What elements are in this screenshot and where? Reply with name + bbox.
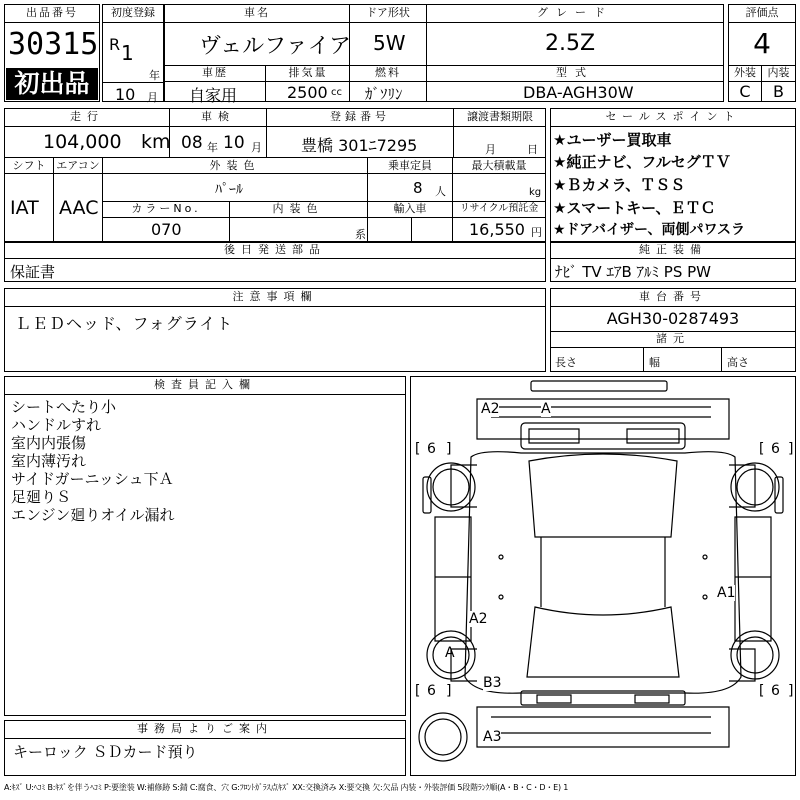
vehicle-box bbox=[164, 4, 724, 105]
tire-tread-rear-right: 6 bbox=[771, 683, 780, 699]
details-box bbox=[4, 108, 546, 242]
registration-year-unit: 年 bbox=[149, 69, 160, 82]
inspector-line-2: ハンドルすれ bbox=[11, 416, 102, 434]
damage-label-a2-left: A2 bbox=[469, 611, 488, 627]
rating-score: 4 bbox=[753, 27, 771, 60]
office-box bbox=[4, 720, 406, 776]
inspection-month: 10 bbox=[223, 133, 245, 153]
sales-point-4: ★スマートキー、ＥＴＣ bbox=[553, 199, 716, 217]
tire-tread-front-right: 6 bbox=[771, 441, 780, 457]
int-rating: B bbox=[773, 82, 784, 101]
fuel-header: 燃料 bbox=[375, 66, 401, 79]
color-no-header: カラーNo. bbox=[131, 202, 201, 215]
load-unit: kg bbox=[529, 187, 542, 198]
inspector-header: 検査員記入欄 bbox=[154, 378, 256, 391]
exterior-color-header: 外装色 bbox=[209, 159, 261, 172]
recycle-value: 16,550 bbox=[469, 220, 525, 239]
lot-header: 出品番号 bbox=[26, 6, 78, 19]
later-parts-box bbox=[4, 242, 546, 282]
inspector-line-6: 足廻りＳ bbox=[11, 488, 72, 506]
tire-tread-front-left: 6 bbox=[427, 441, 436, 457]
damage-label-a-wheel: A bbox=[445, 645, 455, 661]
damage-label-b3: B3 bbox=[483, 675, 502, 691]
later-parts-header: 後日発送部品 bbox=[224, 243, 326, 256]
damage-label-a2-front: A2 bbox=[481, 401, 500, 417]
sales-point-3: ★Ｂカメラ、ＴＳＳ bbox=[553, 176, 686, 194]
chassis-value: AGH30-0287493 bbox=[606, 309, 740, 328]
recycle-unit: 円 bbox=[531, 226, 542, 239]
transfer-day-unit: 日 bbox=[527, 143, 538, 156]
inspector-line-7: エンジン廻りオイル漏れ bbox=[11, 506, 175, 524]
inspection-year-unit: 年 bbox=[207, 141, 218, 154]
car-name: ヴェルファイア bbox=[199, 34, 352, 59]
model: DBA-AGH30W bbox=[523, 83, 634, 102]
damage-label-a1-right: A1 bbox=[717, 585, 736, 601]
history: 自家用 bbox=[189, 86, 238, 105]
inspection-year: 08 bbox=[181, 133, 203, 153]
sales-point-2: ★純正ナビ、フルセグＴＶ bbox=[553, 153, 731, 171]
oem-equipment-value: ﾅﾋﾞ TV ｴｱB ｱﾙﾐ PS PW bbox=[555, 263, 711, 281]
notes-box bbox=[4, 288, 546, 372]
model-header: 型式 bbox=[556, 66, 594, 79]
recycle-header: リサイクル預託金 bbox=[459, 203, 539, 214]
first-listing-badge: 初出品 bbox=[6, 68, 98, 100]
transfer-header: 譲渡書類期限 bbox=[467, 110, 533, 123]
load-header: 最大積載量 bbox=[471, 159, 527, 172]
shift-header: シフト bbox=[12, 159, 46, 172]
displacement: 2500 bbox=[287, 83, 328, 102]
capacity-unit: 人 bbox=[435, 185, 446, 198]
inspection-month-unit: 月 bbox=[251, 141, 262, 154]
sales-point-1: ★ユーザー買取車 bbox=[553, 131, 672, 149]
import-header: 輸入車 bbox=[393, 202, 427, 215]
shift-value: IAT bbox=[10, 197, 39, 219]
grade: 2.5Z bbox=[545, 31, 596, 56]
transfer-month-unit: 月 bbox=[485, 143, 496, 156]
rating-header: 評価点 bbox=[745, 6, 779, 19]
grade-header: グレード bbox=[537, 6, 613, 19]
oem-equipment-header: 純正装備 bbox=[639, 243, 707, 256]
notes-value: ＬＥＤヘッド、フォグライト bbox=[15, 314, 234, 333]
registration-era: R bbox=[109, 35, 121, 54]
registration-month-unit: 月 bbox=[147, 91, 158, 104]
history-header: 車歴 bbox=[202, 66, 228, 79]
lot-number: 30315 bbox=[8, 27, 99, 62]
registration-month: 10 bbox=[115, 85, 136, 104]
aircon-value: AAC bbox=[59, 197, 99, 219]
sales-points-header: セールスポイント bbox=[605, 110, 741, 123]
inspection-header: 車検 bbox=[201, 110, 235, 123]
car-outline-diagram bbox=[411, 377, 795, 775]
lot-box bbox=[4, 4, 100, 102]
sales-points-box bbox=[550, 108, 796, 242]
inspector-line-3: 室内内張傷 bbox=[11, 434, 87, 452]
int-rating-header: 内装 bbox=[767, 66, 790, 79]
notes-header: 注意事項欄 bbox=[232, 290, 318, 303]
later-parts-value: 保証書 bbox=[10, 263, 56, 281]
registration-year: 1 bbox=[121, 41, 134, 65]
rating-box bbox=[728, 4, 796, 102]
damage-diagram: [ 6 ] [ 6 ] [ 6 ] [ 6 ] A2 A A1 A2 A B3 A3 bbox=[410, 376, 796, 776]
chassis-box bbox=[550, 288, 796, 372]
ext-rating-header: 外装 bbox=[734, 66, 756, 79]
door-header: ドア形状 bbox=[366, 6, 410, 19]
chassis-header: 車台番号 bbox=[639, 290, 707, 303]
fuel: ｶﾞｿﾘﾝ bbox=[365, 85, 403, 103]
plate-value: 豊橋 301ﾆ7295 bbox=[301, 136, 418, 155]
width-label: 幅 bbox=[649, 356, 660, 369]
inspector-line-5: サイドガーニッシュ下Ａ bbox=[11, 470, 174, 488]
height-label: 高さ bbox=[727, 356, 749, 369]
dimensions-header: 諸元 bbox=[656, 332, 690, 345]
interior-color-header: 内装色 bbox=[272, 202, 324, 215]
displacement-unit: cc bbox=[331, 87, 342, 98]
exterior-color-value: ﾊﾟｰﾙ bbox=[215, 182, 243, 198]
ext-rating: C bbox=[739, 82, 751, 101]
legend: A:ｷｽﾞ U:ﾍｺﾐ B:ｷｽﾞを伴うﾍｺﾐ P:要塗装 W:補修跡 S:錆 C:腐食、穴 G:ﾌﾛﾝﾄｶﾞﾗｽ点ｷｽﾞ XX:交換済み X:要交換 欠:欠品 内装・外装評価 5段階ﾗﾝｸ順(A・B・C・D・E) 1 bbox=[4, 783, 569, 792]
plate-header: 登録番号 bbox=[330, 110, 390, 123]
tire-tread-rear-left: 6 bbox=[427, 683, 436, 699]
office-value: キーロック ＳＤカード預り bbox=[13, 743, 198, 761]
damage-label-a-front: A bbox=[541, 401, 551, 417]
registration-box bbox=[102, 4, 164, 102]
inspector-box bbox=[4, 376, 406, 716]
registration-header: 初度登録 bbox=[111, 6, 155, 19]
oem-equipment-box bbox=[550, 242, 796, 282]
mileage-unit: km bbox=[141, 131, 171, 153]
length-label: 長さ bbox=[555, 356, 577, 369]
mileage-header: 走行 bbox=[70, 110, 104, 123]
sales-point-5: ★ドアバイザー、両側パワスラ bbox=[553, 222, 746, 238]
displacement-header: 排気量 bbox=[288, 66, 328, 79]
inspector-line-1: シートへたり小 bbox=[11, 398, 117, 416]
door-type: 5W bbox=[373, 31, 406, 55]
capacity-value: 8 bbox=[413, 179, 423, 197]
capacity-header: 乗車定員 bbox=[388, 159, 432, 172]
interior-color-suffix: 系 bbox=[355, 228, 366, 241]
office-header: 事務局よりご案内 bbox=[137, 722, 273, 735]
car-name-header: 車名 bbox=[244, 6, 270, 19]
inspector-line-4: 室内薄汚れ bbox=[11, 452, 87, 470]
damage-label-a3: A3 bbox=[483, 729, 502, 745]
mileage-value: 104,000 bbox=[43, 131, 122, 153]
aircon-header: エアコン bbox=[56, 159, 100, 172]
color-no-value: 070 bbox=[151, 220, 182, 239]
